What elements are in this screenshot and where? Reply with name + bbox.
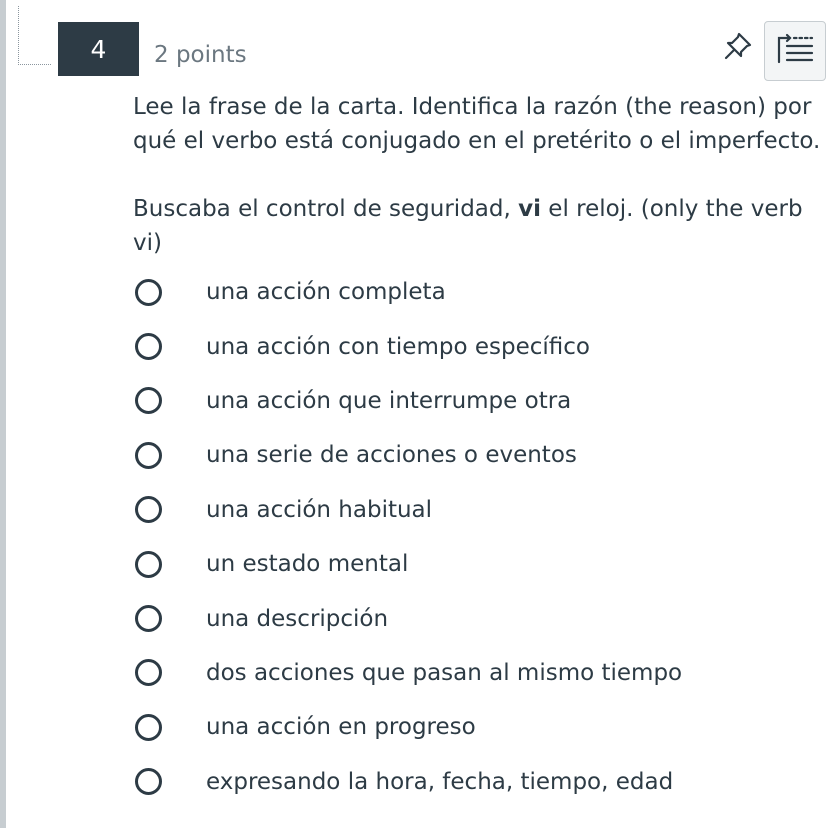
answer-label: una serie de acciones o eventos (206, 442, 577, 469)
answer-label: una acción en progreso (206, 714, 476, 741)
pin-icon[interactable] (722, 30, 754, 62)
answer-label: expresando la hora, fecha, tiempo, edad (206, 768, 674, 795)
question-prompt (133, 90, 828, 260)
answer-label: una acción habitual (206, 496, 433, 523)
list-icon (776, 32, 814, 70)
question-points: 2 points (154, 42, 247, 68)
sentence-verb: vi (518, 196, 541, 222)
answer-label: un estado mental (206, 551, 409, 578)
question-number: 4 (58, 22, 139, 76)
radio-button[interactable] (135, 768, 162, 795)
prompt-instructions: Lee la frase de la carta. Identifica la razón (the reason) por qué el verbo está conjugado en el pretérito o el imperfecto. (133, 94, 821, 154)
answer-option[interactable] (133, 537, 823, 591)
sentence-before: Buscaba el control de seguridad, (133, 196, 519, 222)
radio-button[interactable] (135, 279, 162, 306)
radio-button[interactable] (135, 714, 162, 741)
answer-option[interactable] (133, 374, 823, 428)
prompt-sentence (133, 192, 828, 260)
radio-button[interactable] (135, 605, 162, 632)
answer-option[interactable] (133, 319, 823, 373)
sentence-after: el reloj. (only the verb vi) (133, 196, 803, 256)
answer-option[interactable] (133, 700, 823, 754)
answer-list (133, 265, 823, 809)
answer-label: dos acciones que pasan al mismo tiempo (206, 659, 683, 686)
radio-button[interactable] (135, 442, 162, 469)
answer-option[interactable] (133, 483, 823, 537)
radio-button[interactable] (135, 387, 162, 414)
accessibility-button[interactable] (764, 21, 826, 81)
answer-option[interactable] (133, 755, 823, 809)
answer-option[interactable] (133, 428, 823, 482)
answer-label: una acción completa (206, 279, 446, 306)
answer-label: una acción con tiempo específico (206, 333, 590, 360)
answer-option[interactable] (133, 265, 823, 319)
radio-button[interactable] (135, 659, 162, 686)
radio-button[interactable] (135, 496, 162, 523)
left-rail (0, 0, 6, 828)
answer-label: una acción que interrumpe otra (206, 387, 572, 414)
answer-option[interactable] (133, 591, 823, 645)
flag-corner-mark (18, 6, 51, 65)
answer-label: una descripción (206, 605, 389, 632)
radio-button[interactable] (135, 551, 162, 578)
answer-option[interactable] (133, 646, 823, 700)
radio-button[interactable] (135, 333, 162, 360)
